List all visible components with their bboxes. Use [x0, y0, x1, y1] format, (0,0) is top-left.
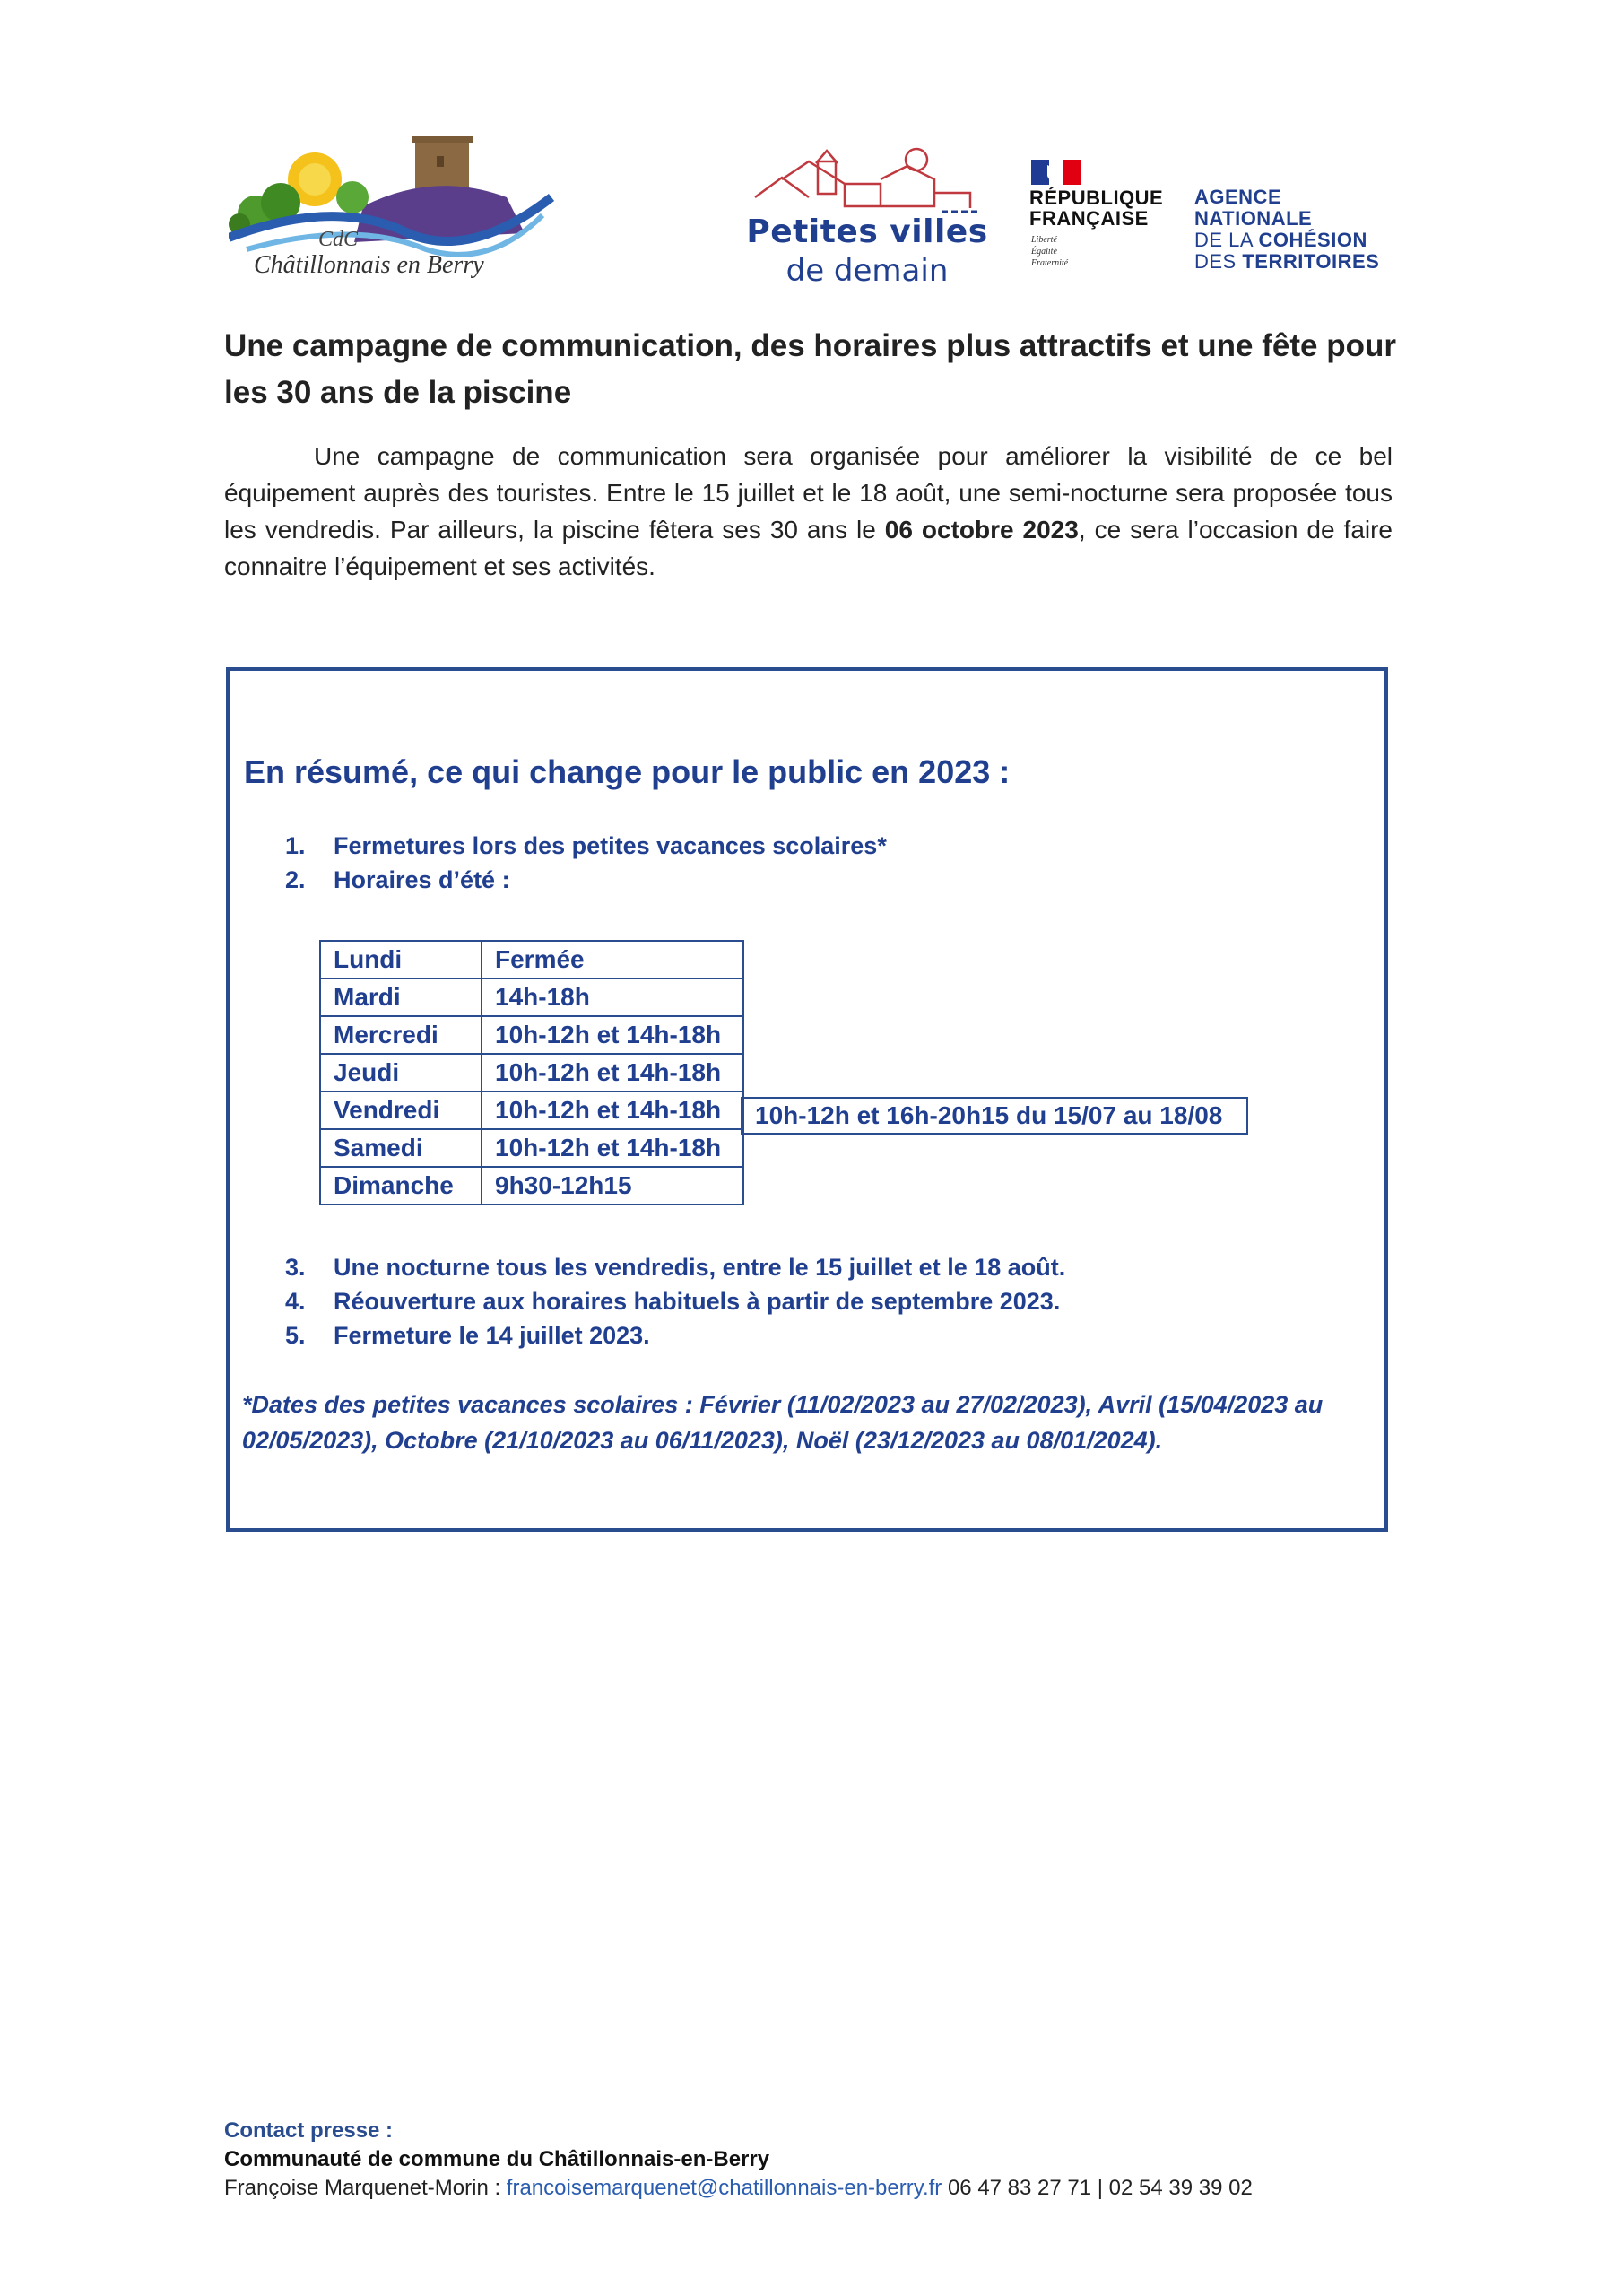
anct-line1: AGENCE: [1194, 186, 1282, 208]
republique-francaise-logo: [1029, 160, 1173, 285]
friday-extra-hours: 10h-12h et 16h-20h15 du 15/07 au 18/08: [741, 1097, 1248, 1135]
table-row: [320, 1091, 743, 1129]
anct-line2: NATIONALE: [1194, 207, 1313, 230]
list-item-5: Fermeture le 14 juillet 2023.: [334, 1322, 650, 1349]
cdc-name: Châtillonnais en Berry: [254, 251, 484, 279]
anniversary-date: 06 octobre 2023: [884, 516, 1079, 544]
hours-cell: 10h-12h et 14h-18h: [482, 1091, 743, 1129]
table-row: [320, 1054, 743, 1091]
rf-motto-liberte: Liberté: [1031, 235, 1057, 245]
day-cell: Mardi: [320, 978, 482, 1016]
hours-cell: 10h-12h et 14h-18h: [482, 1129, 743, 1167]
village-icon: [746, 144, 988, 215]
hours-cell: 14h-18h: [482, 978, 743, 1016]
table-row: [320, 978, 743, 1016]
rf-motto-fraternite: Fraternité: [1031, 258, 1069, 268]
day-cell: Jeudi: [320, 1054, 482, 1091]
list-item-2: Horaires d’été :: [334, 866, 510, 893]
contact-organization: Communauté de commune du Châtillonnais-en-Berry: [224, 2147, 770, 2171]
contact-person: Françoise Marquenet-Morin :: [224, 2176, 507, 2200]
day-cell: Lundi: [320, 941, 482, 978]
table-row: [320, 1129, 743, 1167]
hours-cell: 10h-12h et 14h-18h: [482, 1054, 743, 1091]
list-item-1-number: 1.: [285, 832, 306, 859]
rf-line2: FRANÇAISE: [1029, 207, 1149, 230]
intro-paragraph: Une campagne de communication sera organisée pour améliorer la visibilité de ce bel équipement auprès des touristes. Entre le 15 juillet et le 18 août, une semi-nocturne sera proposée tous les vendredis. Par ailleurs, la piscine fêtera ses 30 ans le 06 octobre 2023, ce sera l’occasion de faire connaitre l’équipement et ses activités.: [224, 442, 1393, 580]
list-item-2-number: 2.: [285, 866, 306, 893]
page-title: Une campagne de communication, des horaires plus attractifs et une fête pour les 30 ans de la piscine: [224, 328, 1396, 410]
school-holidays-footnote: *Dates des petites vacances scolaires : Février (11/02/2023 au 27/02/2023), Avril (15/04/2023 au 02/05/2023), Octobre (21/10/2023 au 06/11/2023), Noël (23/12/2023 au 08/01/2024).: [242, 1391, 1324, 1454]
contact-phones: 06 47 83 27 71 | 02 54 39 39 02: [942, 2176, 1253, 2200]
contact-label: Contact presse :: [224, 2118, 394, 2143]
anct-line3: DE LA COHÉSION: [1194, 229, 1367, 251]
day-cell: Dimanche: [320, 1167, 482, 1205]
contact-email-link[interactable]: francoisemarquenet@chatillonnais-en-berry.fr: [506, 2176, 942, 2200]
table-row: [320, 1167, 743, 1205]
cdc-abbr: CdC: [318, 228, 359, 251]
anct-line4: DES TERRITOIRES: [1194, 250, 1380, 273]
contact-details: [224, 2176, 1253, 2201]
day-cell: Samedi: [320, 1129, 482, 1167]
list-item-1: Fermetures lors des petites vacances scolaires*: [334, 832, 887, 859]
list-item-3: Une nocturne tous les vendredis, entre le 15 juillet et le 18 août.: [334, 1254, 1066, 1281]
day-cell: Vendredi: [320, 1091, 482, 1129]
hours-cell: Fermée: [482, 941, 743, 978]
list-item-4: Réouverture aux horaires habituels à partir de septembre 2023.: [334, 1288, 1061, 1315]
list-item-4-number: 4.: [285, 1288, 306, 1315]
hours-cell: 9h30-12h15: [482, 1167, 743, 1205]
list-item-3-number: 3.: [285, 1254, 306, 1281]
rf-motto-egalite: Égalité: [1031, 247, 1057, 257]
rf-line1: RÉPUBLIQUE: [1029, 187, 1164, 209]
anct-logo: [1194, 187, 1401, 285]
petites-villes-de-demain-logo: [746, 144, 988, 287]
pvd-subtitle: de demain: [785, 253, 949, 289]
hours-cell: 10h-12h et 14h-18h: [482, 1016, 743, 1054]
summary-title: En résumé, ce qui change pour le public en 2023 :: [244, 753, 1011, 790]
table-row: [320, 941, 743, 978]
list-item-5-number: 5.: [285, 1322, 306, 1349]
summer-hours-table: [319, 940, 744, 1205]
cdc-logo: [229, 135, 560, 291]
pvd-title: Petites villes: [746, 213, 988, 250]
table-row: [320, 1016, 743, 1054]
day-cell: Mercredi: [320, 1016, 482, 1054]
marianne-flag-icon: [1031, 160, 1081, 185]
